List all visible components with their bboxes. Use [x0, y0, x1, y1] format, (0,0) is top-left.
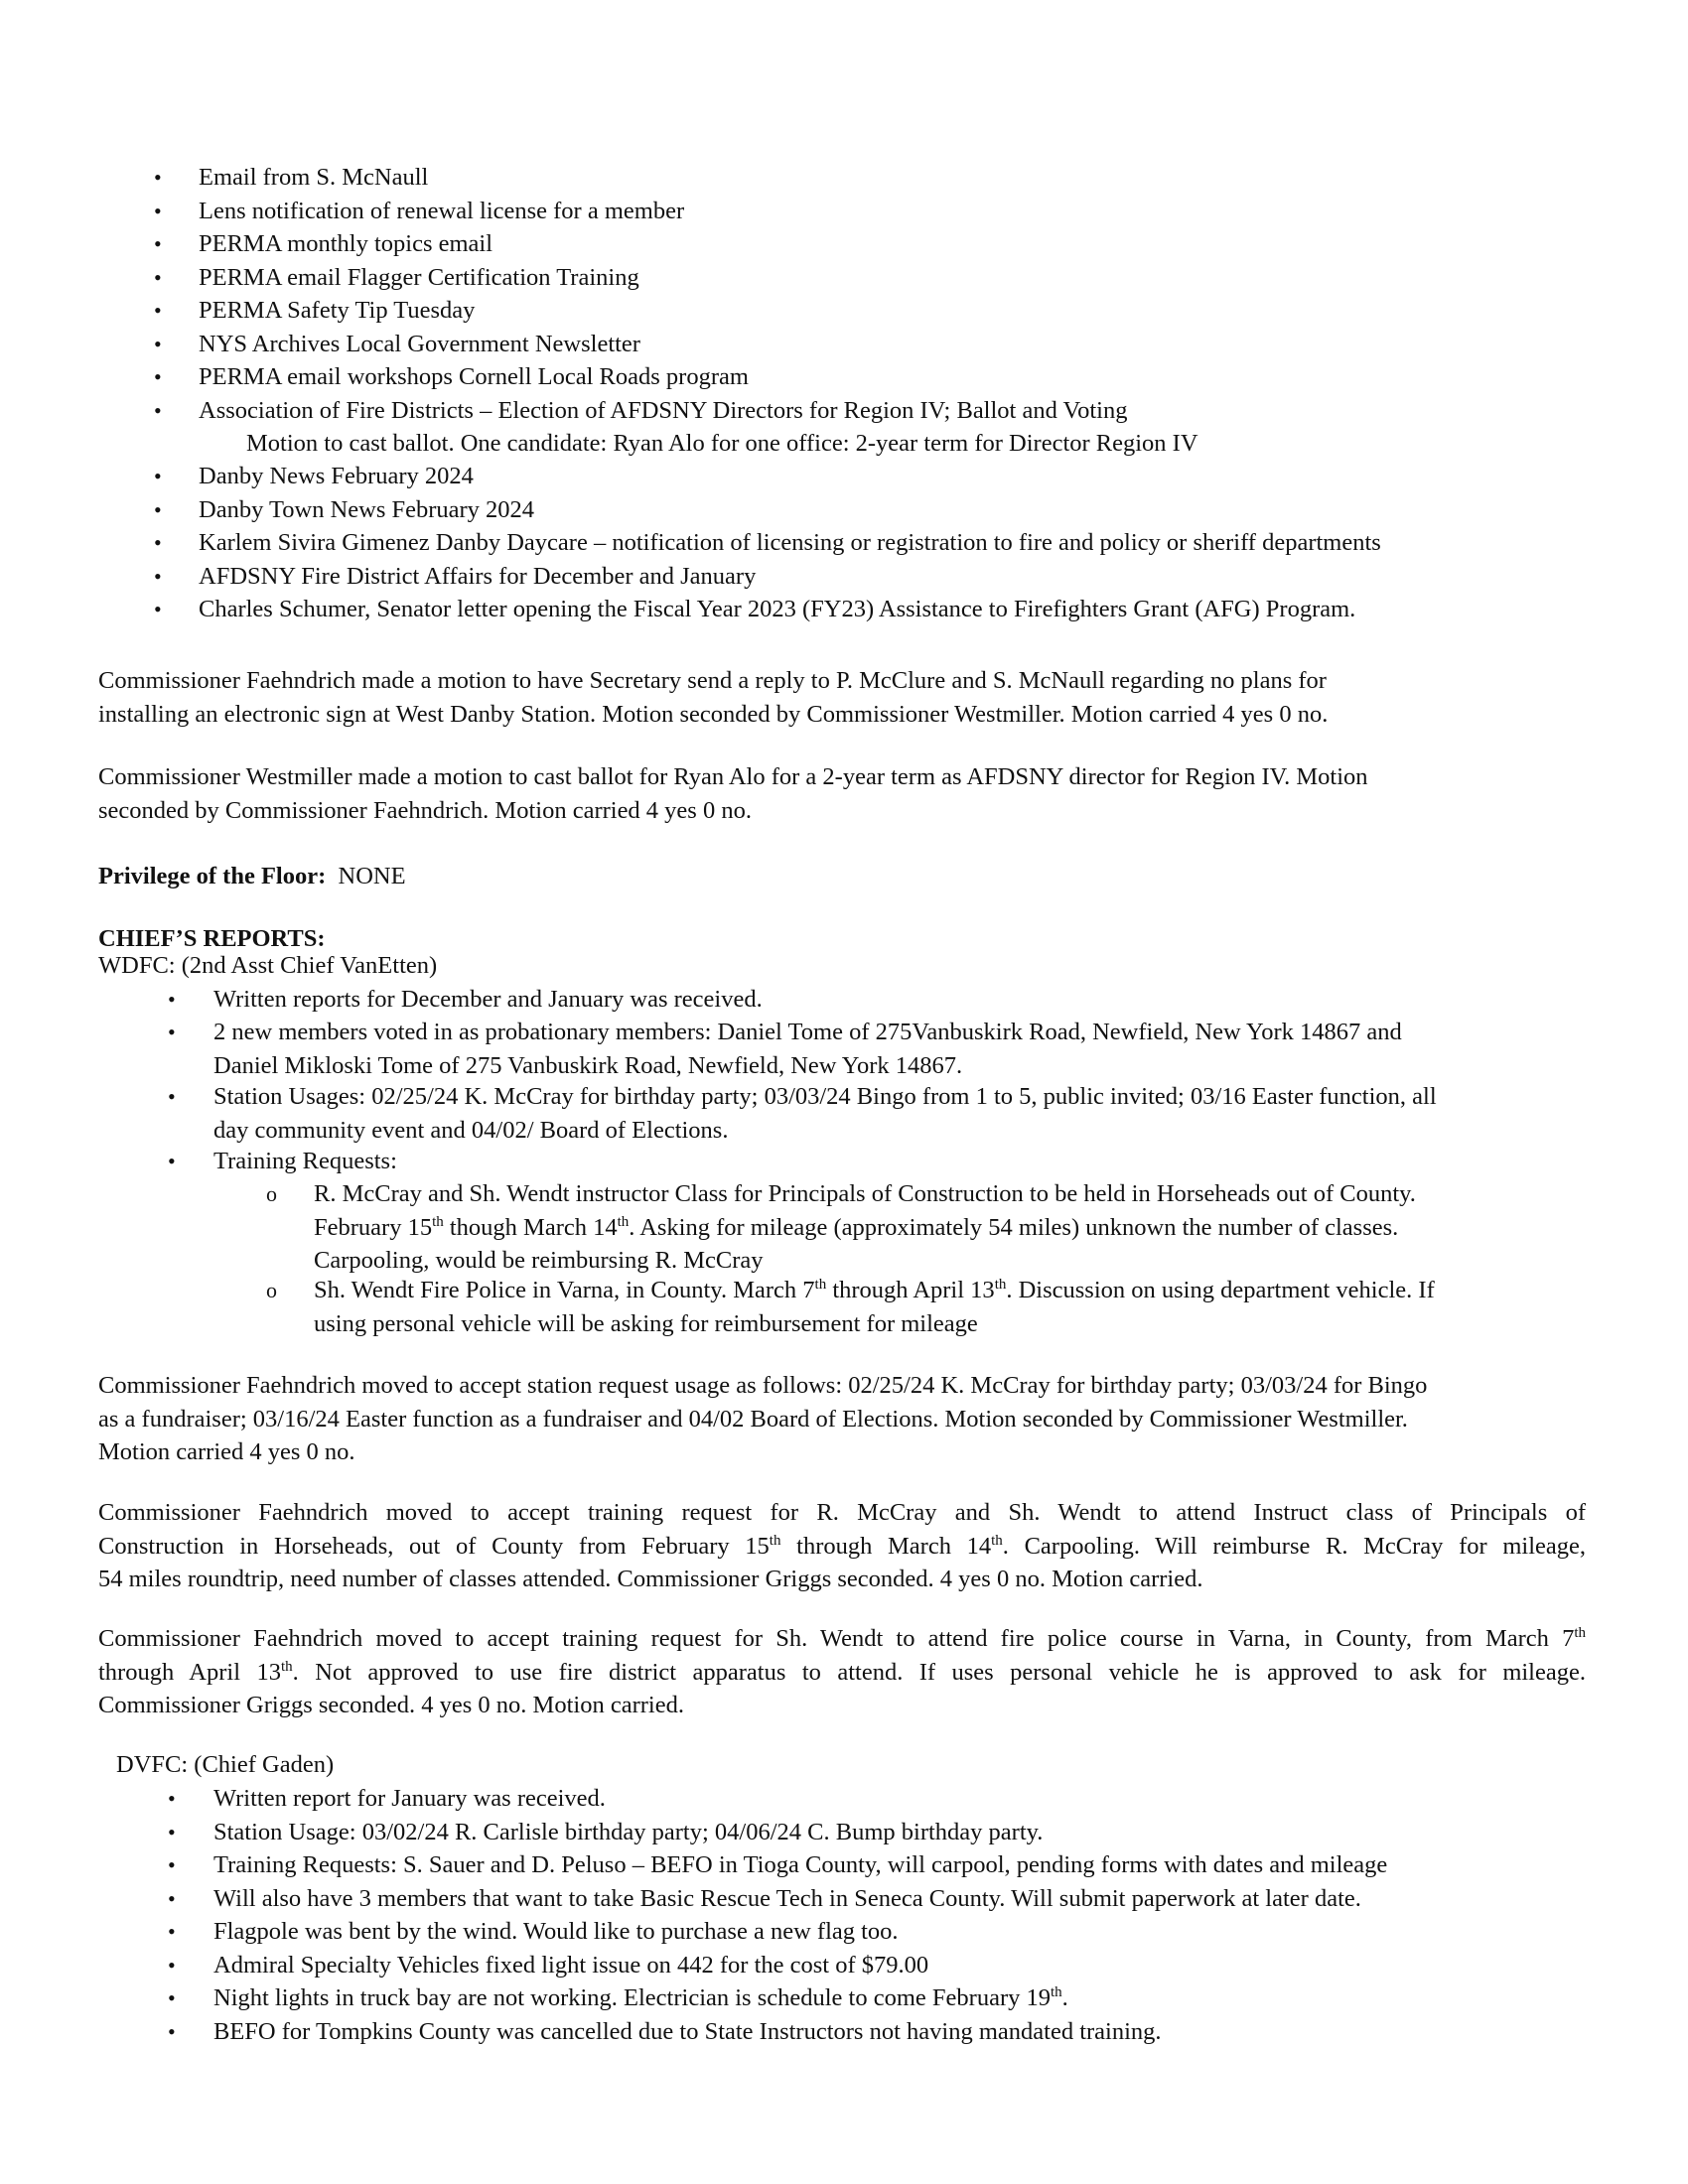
- motion-paragraph: Commissioner Faehndrich moved to accept training request for Sh. Wendt to attend fire police course in Varna, in County, from March 7th through April 13th. Not approved to use fire district apparatus to attend. If uses personal vehicle he is approved to ask for mileage. Commissioner Griggs seconded. 4 yes 0 no. Motion carried.: [98, 1624, 1586, 1718]
- list-item: • 2 new members voted in as probationary members: Daniel Tome of 275Vanbuskirk Road, Newfield, New York 14867 and Daniel Mikloski Tome of 275 Vanbuskirk Road, Newfield, New York 14867.: [213, 1016, 1402, 1082]
- ballot-note: Motion to cast ballot. One candidate: Ryan Alo for one office: 2-year term for Director Region IV: [246, 430, 1198, 457]
- bullet-icon: •: [154, 597, 162, 621]
- list-item: • Station Usage: 03/02/24 R. Carlisle birthday party; 04/06/24 C. Bump birthday party.: [213, 1816, 1387, 1849]
- bullet-icon: •: [154, 563, 162, 589]
- bullet-icon: •: [168, 1919, 176, 1944]
- bullet-icon: •: [154, 397, 162, 423]
- list-item: • PERMA email Flagger Certification Training: [199, 261, 1127, 295]
- list-item: • PERMA monthly topics email: [199, 227, 1127, 261]
- list-item: • PERMA Safety Tip Tuesday: [199, 294, 1127, 328]
- list-item: • Karlem Sivira Gimenez Danby Daycare – notification of licensing or registration to fire and policy or sheriff departments: [199, 526, 1381, 560]
- wdfc-heading: WDFC: (2nd Asst Chief VanEtten): [98, 952, 438, 979]
- list-item: • Flagpole was bent by the wind. Would like to purchase a new flag too.: [213, 1915, 1387, 1949]
- bullet-icon: •: [168, 1819, 176, 1844]
- bullet-icon: •: [154, 198, 162, 223]
- bullet-icon: •: [154, 264, 162, 290]
- privilege-of-floor: [98, 860, 406, 893]
- bullet-icon: •: [154, 331, 162, 356]
- circle-bullet-icon: o: [266, 1181, 277, 1206]
- list-item: • Written reports for December and January was received.: [213, 983, 763, 1017]
- list-item: • Danby Town News February 2024: [199, 493, 1381, 527]
- bullet-icon: •: [168, 1149, 176, 1173]
- list-item: • Association of Fire Districts – Election of AFDSNY Directors for Region IV; Ballot and Voting: [199, 394, 1127, 428]
- bullet-icon: •: [168, 987, 176, 1012]
- privilege-value: NONE: [338, 863, 406, 889]
- list-item: • Admiral Specialty Vehicles fixed light issue on 442 for the cost of $79.00: [213, 1949, 1387, 1982]
- bullet-icon: •: [154, 464, 162, 488]
- bullet-icon: •: [154, 496, 162, 522]
- bullet-icon: •: [168, 1885, 176, 1911]
- circle-bullet-icon: o: [266, 1278, 277, 1302]
- privilege-label: Privilege of the Floor:: [98, 863, 327, 889]
- list-item: • Night lights in truck bay are not working. Electrician is schedule to come February 19th.: [213, 1981, 1387, 2015]
- bullet-icon: •: [168, 1084, 176, 1109]
- motion-paragraph: Commissioner Faehndrich made a motion to have Secretary send a reply to P. McClure and S. McNaull regarding no plans for installing an electronic sign at West Danby Station. Motion seconded by Commissioner Westmiller. Motion carried 4 yes 0 no.: [98, 667, 1329, 728]
- list-item: • Charles Schumer, Senator letter opening the Fiscal Year 2023 (FY23) Assistance to Firefighters Grant (AFG) Program.: [199, 593, 1381, 626]
- bullet-icon: •: [168, 1852, 176, 1877]
- list-item: • Will also have 3 members that want to take Basic Rescue Tech in Seneca County. Will submit paperwork at later date.: [213, 1882, 1387, 1916]
- bullet-icon: •: [168, 2018, 176, 2044]
- bullet-icon: •: [168, 1786, 176, 1811]
- list-item: • Email from S. McNaull: [199, 161, 1127, 195]
- motion-paragraph: Commissioner Faehndrich moved to accept station request usage as follows: 02/25/24 K. McCray for birthday party; 03/03/24 for Bingo as a fundraiser; 03/16/24 Easter function as a fundraiser and 04/02 Board of Elections. Motion seconded by Commissioner Westmiller. Motion carried 4 yes 0 no.: [98, 1372, 1428, 1465]
- sub-list-item: o R. McCray and Sh. Wendt instructor Class for Principals of Construction to be held in Horseheads out of County. February 15th though March 14th. Asking for mileage (approximately 54 miles) unknown the number of classes. Carpooling, would be reimbursing R. McCray: [314, 1177, 1416, 1278]
- bullet-icon: •: [168, 1020, 176, 1044]
- motion-paragraph: Commissioner Westmiller made a motion to cast ballot for Ryan Alo for a 2-year term as AFDSNY director for Region IV. Motion seconded by Commissioner Faehndrich. Motion carried 4 yes 0 no.: [98, 763, 1368, 824]
- list-item: • Written report for January was received.: [213, 1782, 1387, 1816]
- motion-paragraph: Commissioner Faehndrich moved to accept training request for R. McCray and Sh. Wendt to attend Instruct class of Principals of Construction in Horseheads, out of County from February 15th through March 14th. Carpooling. Will reimburse R. McCray for mileage, 54 miles roundtrip, need number of classes attended. Commissioner Griggs seconded. 4 yes 0 no. Motion carried.: [98, 1499, 1586, 1592]
- sub-list-item: o Sh. Wendt Fire Police in Varna, in County. March 7th through April 13th. Discussion on using department vehicle. If using personal vehicle will be asking for reimbursement for mileage: [314, 1274, 1435, 1340]
- bullet-icon: •: [154, 364, 162, 389]
- section-heading: CHIEF’S REPORTS:: [98, 925, 326, 952]
- correspondence-list: [154, 161, 1128, 427]
- list-item: • Lens notification of renewal license for a member: [199, 195, 1127, 228]
- bullet-icon: •: [168, 1985, 176, 2010]
- correspondence-list-continued: [154, 460, 1381, 626]
- dvfc-list: [168, 1782, 1388, 2048]
- bullet-icon: •: [154, 165, 162, 190]
- bullet-icon: •: [154, 298, 162, 323]
- list-item: • NYS Archives Local Government Newsletter: [199, 328, 1127, 361]
- bullet-icon: •: [154, 530, 162, 555]
- list-item: • Training Requests:: [213, 1145, 397, 1178]
- list-item: • BEFO for Tompkins County was cancelled due to State Instructors not having mandated training.: [213, 2015, 1387, 2049]
- list-item: • Station Usages: 02/25/24 K. McCray for birthday party; 03/03/24 Bingo from 1 to 5, public invited; 03/16 Easter function, all day community event and 04/02/ Board of Elections.: [213, 1080, 1437, 1147]
- list-item: • Danby News February 2024: [199, 460, 1381, 493]
- bullet-icon: •: [154, 231, 162, 256]
- list-item: • AFDSNY Fire District Affairs for December and January: [199, 560, 1381, 594]
- bullet-icon: •: [168, 1952, 176, 1978]
- list-item: • Training Requests: S. Sauer and D. Peluso – BEFO in Tioga County, will carpool, pending forms with dates and mileage: [213, 1848, 1387, 1882]
- dvfc-heading: DVFC: (Chief Gaden): [116, 1751, 335, 1778]
- list-item: • PERMA email workshops Cornell Local Roads program: [199, 360, 1127, 394]
